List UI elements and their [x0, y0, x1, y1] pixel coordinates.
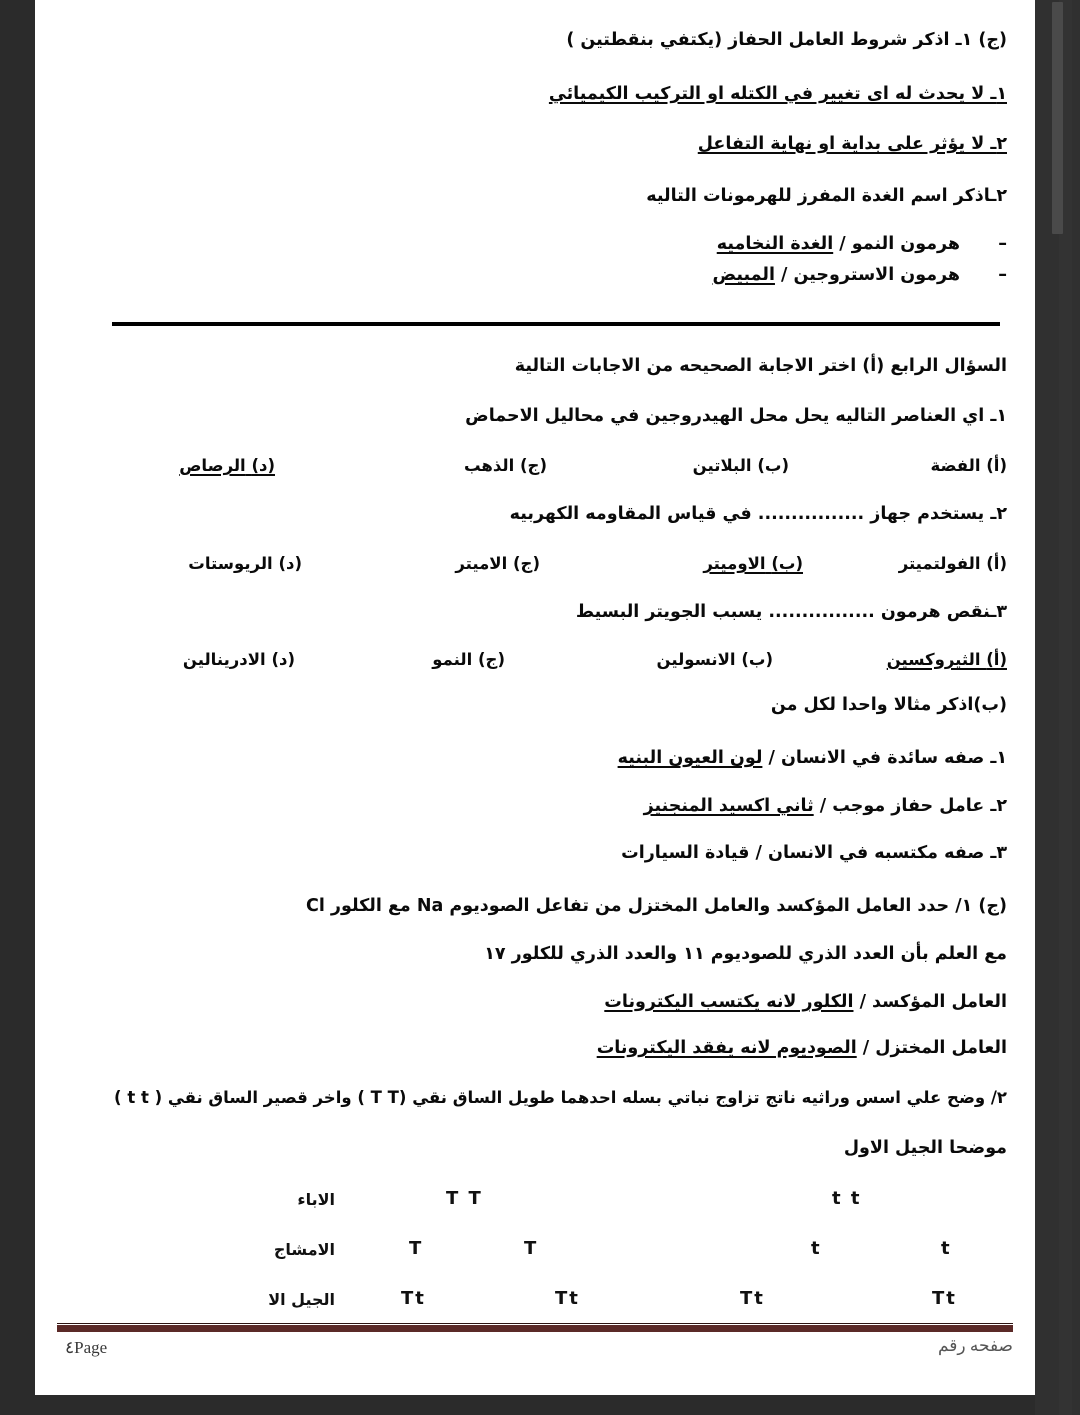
mcq-2-option-d-key: (د) — [278, 554, 302, 573]
mcq-1-option-d-key: (د) — [251, 456, 275, 475]
mcq-2-option-b[interactable] — [703, 554, 803, 573]
mcq-3-option-d-key: (د) — [271, 650, 295, 669]
genetics-f1-allele-4: Tt — [932, 1288, 957, 1309]
mcq-3-option-c-key: (ج) — [478, 650, 505, 669]
genetics-row-label-parents: الاباء — [297, 1190, 335, 1209]
question-4c-answer-1-prompt: العامل المؤكسد / — [853, 992, 1007, 1012]
question-3c-prompt: (ج) ١ـ اذكر شروط العامل الحفاز (يكتفي بنقطتين ) — [566, 30, 1007, 50]
mcq-1-option-c-label: الذهب — [463, 456, 515, 475]
mcq-3-option-d[interactable] — [183, 650, 295, 669]
mcq-3-option-a-label: الثيروكسين — [886, 650, 981, 669]
mcq-2-option-b-key: (ب) — [771, 554, 803, 573]
question-4b-item-3 — [621, 843, 1007, 864]
mcq-2-option-d[interactable] — [188, 554, 302, 573]
mcq-1-option-b-label: البلاتين — [692, 456, 752, 475]
mcq-3-option-c[interactable] — [432, 650, 505, 669]
question-4b-item-1 — [618, 748, 1007, 769]
mcq-3-option-a-key: (أ) — [986, 650, 1007, 669]
hormone-label-1: هرمون النمو / — [833, 234, 961, 254]
question-4b-item-2-answer: ثاني اكسيد المنجنيز — [643, 796, 814, 816]
genetics-row-label-gametes: الامشاج — [273, 1240, 335, 1259]
question-4c-answer-1-value: الكلور لانه يكتسب اليكترونات — [604, 992, 854, 1012]
mcq-2-option-d-label: الريوستات — [188, 554, 273, 573]
hormone-answer-2: المبيض — [712, 265, 775, 285]
genetics-gamete-allele-4: t — [941, 1238, 952, 1259]
genetics-f1-allele-3: Tt — [740, 1288, 765, 1309]
genetics-parents-allele-1: T T — [446, 1188, 483, 1209]
question-4c-prompt-2: ٢/ وضح علي اسس وراثيه ناتج تزاوج نباتي بسله احدهما طويل الساق نقي (T T ) واخر قصير الساق نقي ( t t ) — [114, 1088, 1007, 1107]
mcq-3-option-b-key: (ب) — [741, 650, 773, 669]
hormone-answer-1: الغدة النخاميه — [716, 234, 834, 254]
mcq-2-option-a-key: (أ) — [986, 554, 1007, 573]
mcq-1-option-b[interactable] — [693, 456, 789, 475]
vertical-scrollbar-thumb[interactable] — [1052, 2, 1063, 234]
question-4b-item-1-answer: لون العيون البنيه — [617, 748, 763, 768]
mcq-1-option-d[interactable] — [179, 456, 275, 475]
question-4c-answer-2-value: الصوديوم لانه يفقد اليكترونات — [596, 1038, 857, 1058]
mcq-2-option-a-label: الفولتميتر — [898, 554, 981, 573]
question-4b-heading: (ب)اذكر مثالا واحدا لكل من — [770, 695, 1007, 715]
mcq-1-option-a-key: (أ) — [986, 456, 1007, 475]
hormone-bullet-2: – — [998, 265, 1007, 285]
genetics-gamete-allele-3: t — [811, 1238, 822, 1259]
genetics-parents-allele-2: t t — [832, 1188, 862, 1209]
genetics-gamete-allele-2: T — [524, 1238, 539, 1259]
footer-page-number: ٤Page — [65, 1338, 108, 1357]
section-separator-rule — [112, 322, 1000, 326]
mcq-1-option-b-key: (ب) — [757, 456, 789, 475]
mcq-3-option-b[interactable] — [657, 650, 773, 669]
genetics-f1-allele-2: Tt — [555, 1288, 580, 1309]
question-4-heading: السؤال الرابع (أ) اختر الاجابة الصحيحه من الاجابات التالية — [514, 356, 1007, 376]
mcq-2-option-c[interactable] — [455, 554, 540, 573]
hormone-label-2: هرمون الاستروجين / — [774, 265, 961, 285]
vertical-scrollbar-track[interactable] — [1059, 0, 1072, 1415]
question-4c-prompt-1: (ج) ١/ حدد العامل المؤكسد والعامل المختزل من تفاعل الصوديوم Na مع الكلور Cl — [306, 896, 1007, 916]
mcq-3-option-c-label: النمو — [432, 650, 473, 669]
viewer-left-gutter — [0, 0, 35, 1415]
question-3c-answer-2: ٢ـ لا يؤثر على بداية او نهاية التفاعل — [697, 134, 1007, 154]
question-4b-item-1-prompt: ١ـ صفه سائدة في الانسان / — [762, 748, 1007, 768]
hormone-list-item-1 — [717, 234, 1007, 255]
mcq-2-option-c-label: الاميتر — [455, 554, 508, 573]
document-page — [35, 0, 1035, 1395]
genetics-f1-allele-1: Tt — [401, 1288, 426, 1309]
question-3c-answer-1: ١ـ لا يحدث له اى تغيير في الكتله او التركيب الكيميائي — [548, 84, 1007, 104]
mcq-1-option-c[interactable] — [464, 456, 547, 475]
mcq-2-option-a[interactable] — [899, 554, 1007, 573]
mcq-2-option-b-label: الاوميتر — [703, 554, 766, 573]
question-4c-answer-1 — [604, 992, 1007, 1013]
mcq-1-option-c-key: (ج) — [520, 456, 547, 475]
question-4b-item-2 — [644, 796, 1007, 817]
question-4c-answer-2-prompt: العامل المختزل / — [856, 1038, 1007, 1058]
question-3c-part-2-prompt: ٢ـاذكر اسم الغدة المفرز للهرمونات التاليه — [646, 186, 1007, 206]
mcq-3-stem: ٣ـنقص هرمون ................ يسبب الجويتر البسيط — [575, 602, 1007, 622]
hormone-list-item-2 — [713, 265, 1008, 286]
mcq-3-option-d-label: الادرينالين — [182, 650, 266, 669]
mcq-2-stem: ٢ـ يستخدم جهاز ................ في قياس المقاومه الكهربيه — [509, 504, 1007, 524]
document-body — [35, 0, 1035, 1395]
genetics-gamete-allele-1: T — [409, 1238, 424, 1259]
question-4b-item-3-prompt: ٣ـ صفه مكتسبه في الانسان / قيادة السيارات — [621, 843, 1007, 863]
mcq-1-option-a[interactable] — [931, 456, 1008, 475]
mcq-3-option-a[interactable] — [887, 650, 1007, 669]
mcq-1-stem: ١ـ اي العناصر التاليه يحل محل الهيدروجين في محاليل الاحماض — [465, 406, 1007, 426]
mcq-3-option-b-label: الانسولين — [656, 650, 736, 669]
hormone-bullet-1: – — [998, 234, 1007, 254]
mcq-1-option-a-label: الفضة — [930, 456, 981, 475]
mcq-1-option-d-label: الرصاص — [179, 456, 246, 475]
question-4c-answer-2 — [597, 1038, 1007, 1059]
footer-rule — [57, 1325, 1013, 1332]
genetics-row-label-f1: الجيل الا — [268, 1290, 335, 1309]
footer-rule-highlight — [57, 1323, 1013, 1324]
mcq-2-option-c-key: (ج) — [513, 554, 540, 573]
question-4c-given-data: مع العلم بأن العدد الذري للصوديوم ١١ والعدد الذري للكلور ١٧ — [484, 944, 1007, 964]
question-4c-prompt-2-cont: موضحا الجيل الاول — [843, 1138, 1007, 1158]
question-4b-item-2-prompt: ٢ـ عامل حفاز موجب / — [813, 796, 1007, 816]
footer-page-label: صفحه رقم — [937, 1336, 1013, 1355]
